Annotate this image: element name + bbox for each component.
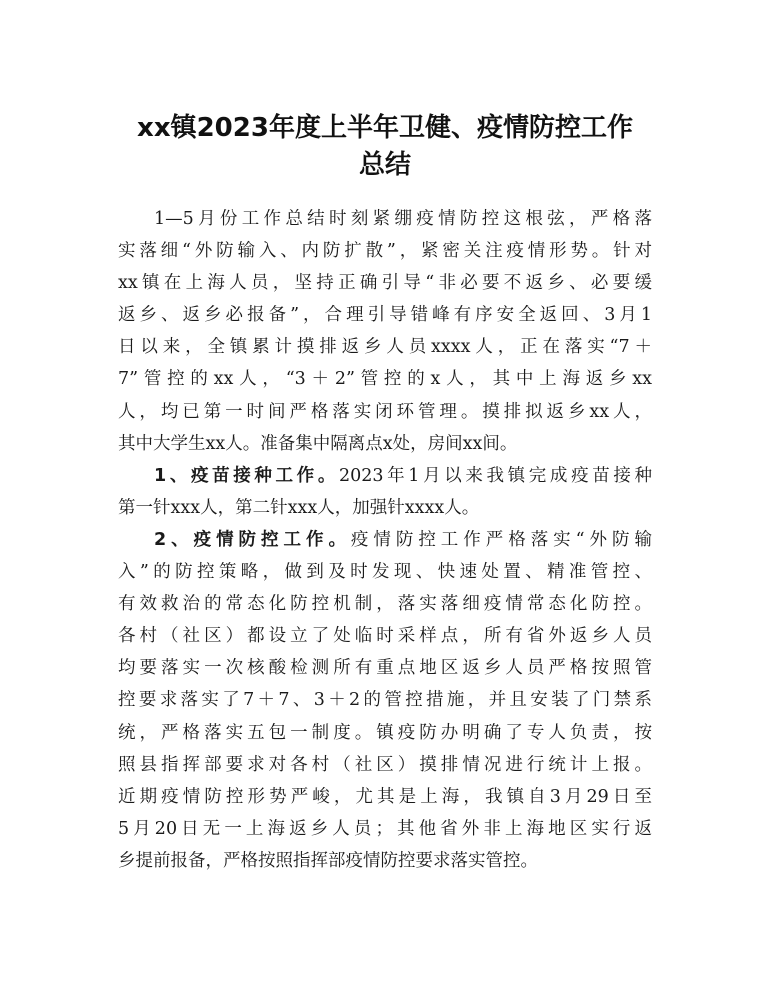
paragraph-1-line-4: 返乡、返乡必报备”，合理引导错峰有序安全返回、3月1	[118, 305, 652, 326]
paragraph-3-line-2: 入”的防控策略，做到及时发现、快速处置、精准管控、	[118, 562, 652, 583]
document-title-line-2: 总结	[358, 150, 411, 180]
document-body	[118, 203, 652, 877]
document-title-line-1: xx镇2023年度上半年卫健、疫情防控工作	[137, 113, 633, 143]
paragraph-1-line-8: 其中大学生xx人。准备集中隔离点x处，房间xx间。	[118, 433, 518, 454]
section-heading-epidemic-control: 2、疫情防控工作。	[154, 529, 351, 550]
paragraph-3-line-1-text: 疫情防控工作严格落实“外防输	[350, 529, 652, 550]
paragraph-3-line-1	[118, 524, 652, 556]
paragraph-1-line-3: xx镇在上海人员，坚持正确引导“非必要不返乡、必要缓	[118, 273, 652, 294]
paragraph-3-line-3: 有效救治的常态化防控机制，落实落细疫情常态化防控。	[118, 594, 652, 615]
paragraph-2-line-2: 第一针xxx人，第二针xxx人，加强针xxxx人。	[118, 497, 480, 518]
paragraph-3-line-8: 照县指挥部要求对各村（社区）摸排情况进行统计上报。	[118, 754, 652, 775]
paragraph-1-line-1: 1—5月份工作总结时刻紧绷疫情防控这根弦，严格落	[154, 209, 652, 229]
paragraph-3-line-10: 5月20日无一上海返乡人员；其他省外非上海地区实行返	[118, 818, 652, 839]
paragraph-3-line-9: 近期疫情防控形势严峻，尤其是上海，我镇自3月29日至	[118, 786, 652, 807]
paragraph-3-line-6: 控要求落实了7＋7、3＋2的管控措施，并且安装了门禁系	[118, 690, 652, 711]
paragraph-3-line-5: 均要落实一次核酸检测所有重点地区返乡人员严格按照管	[118, 658, 652, 679]
paragraph-2-line-1-text: 2023年1月以来我镇完成疫苗接种	[338, 465, 652, 486]
paragraph-1-line-6: 7”管控的xx人，“3＋2”管控的x人，其中上海返乡xx	[118, 369, 652, 390]
paragraph-1-line-5: 日以来，全镇累计摸排返乡人员xxxx人，正在落实“7＋	[118, 337, 652, 358]
paragraph-3-line-11: 乡提前报备，严格按照指挥部疫情防控要求落实管控。	[118, 850, 538, 871]
paragraph-3-line-4: 各村（社区）都设立了处临时采样点，所有省外返乡人员	[118, 626, 652, 647]
paragraph-1-line-2: 实落细“外防输入、内防扩散”，紧密关注疫情形势。针对	[118, 241, 652, 262]
paragraph-3-line-7: 统，严格落实五包一制度。镇疫防办明确了专人负责，按	[118, 722, 652, 743]
paragraph-2-line-1	[118, 460, 652, 492]
section-heading-vaccination: 1、疫苗接种工作。	[154, 465, 339, 486]
paragraph-1-line-7: 人，均已第一时间严格落实闭环管理。摸排拟返乡xx人，	[118, 401, 652, 422]
